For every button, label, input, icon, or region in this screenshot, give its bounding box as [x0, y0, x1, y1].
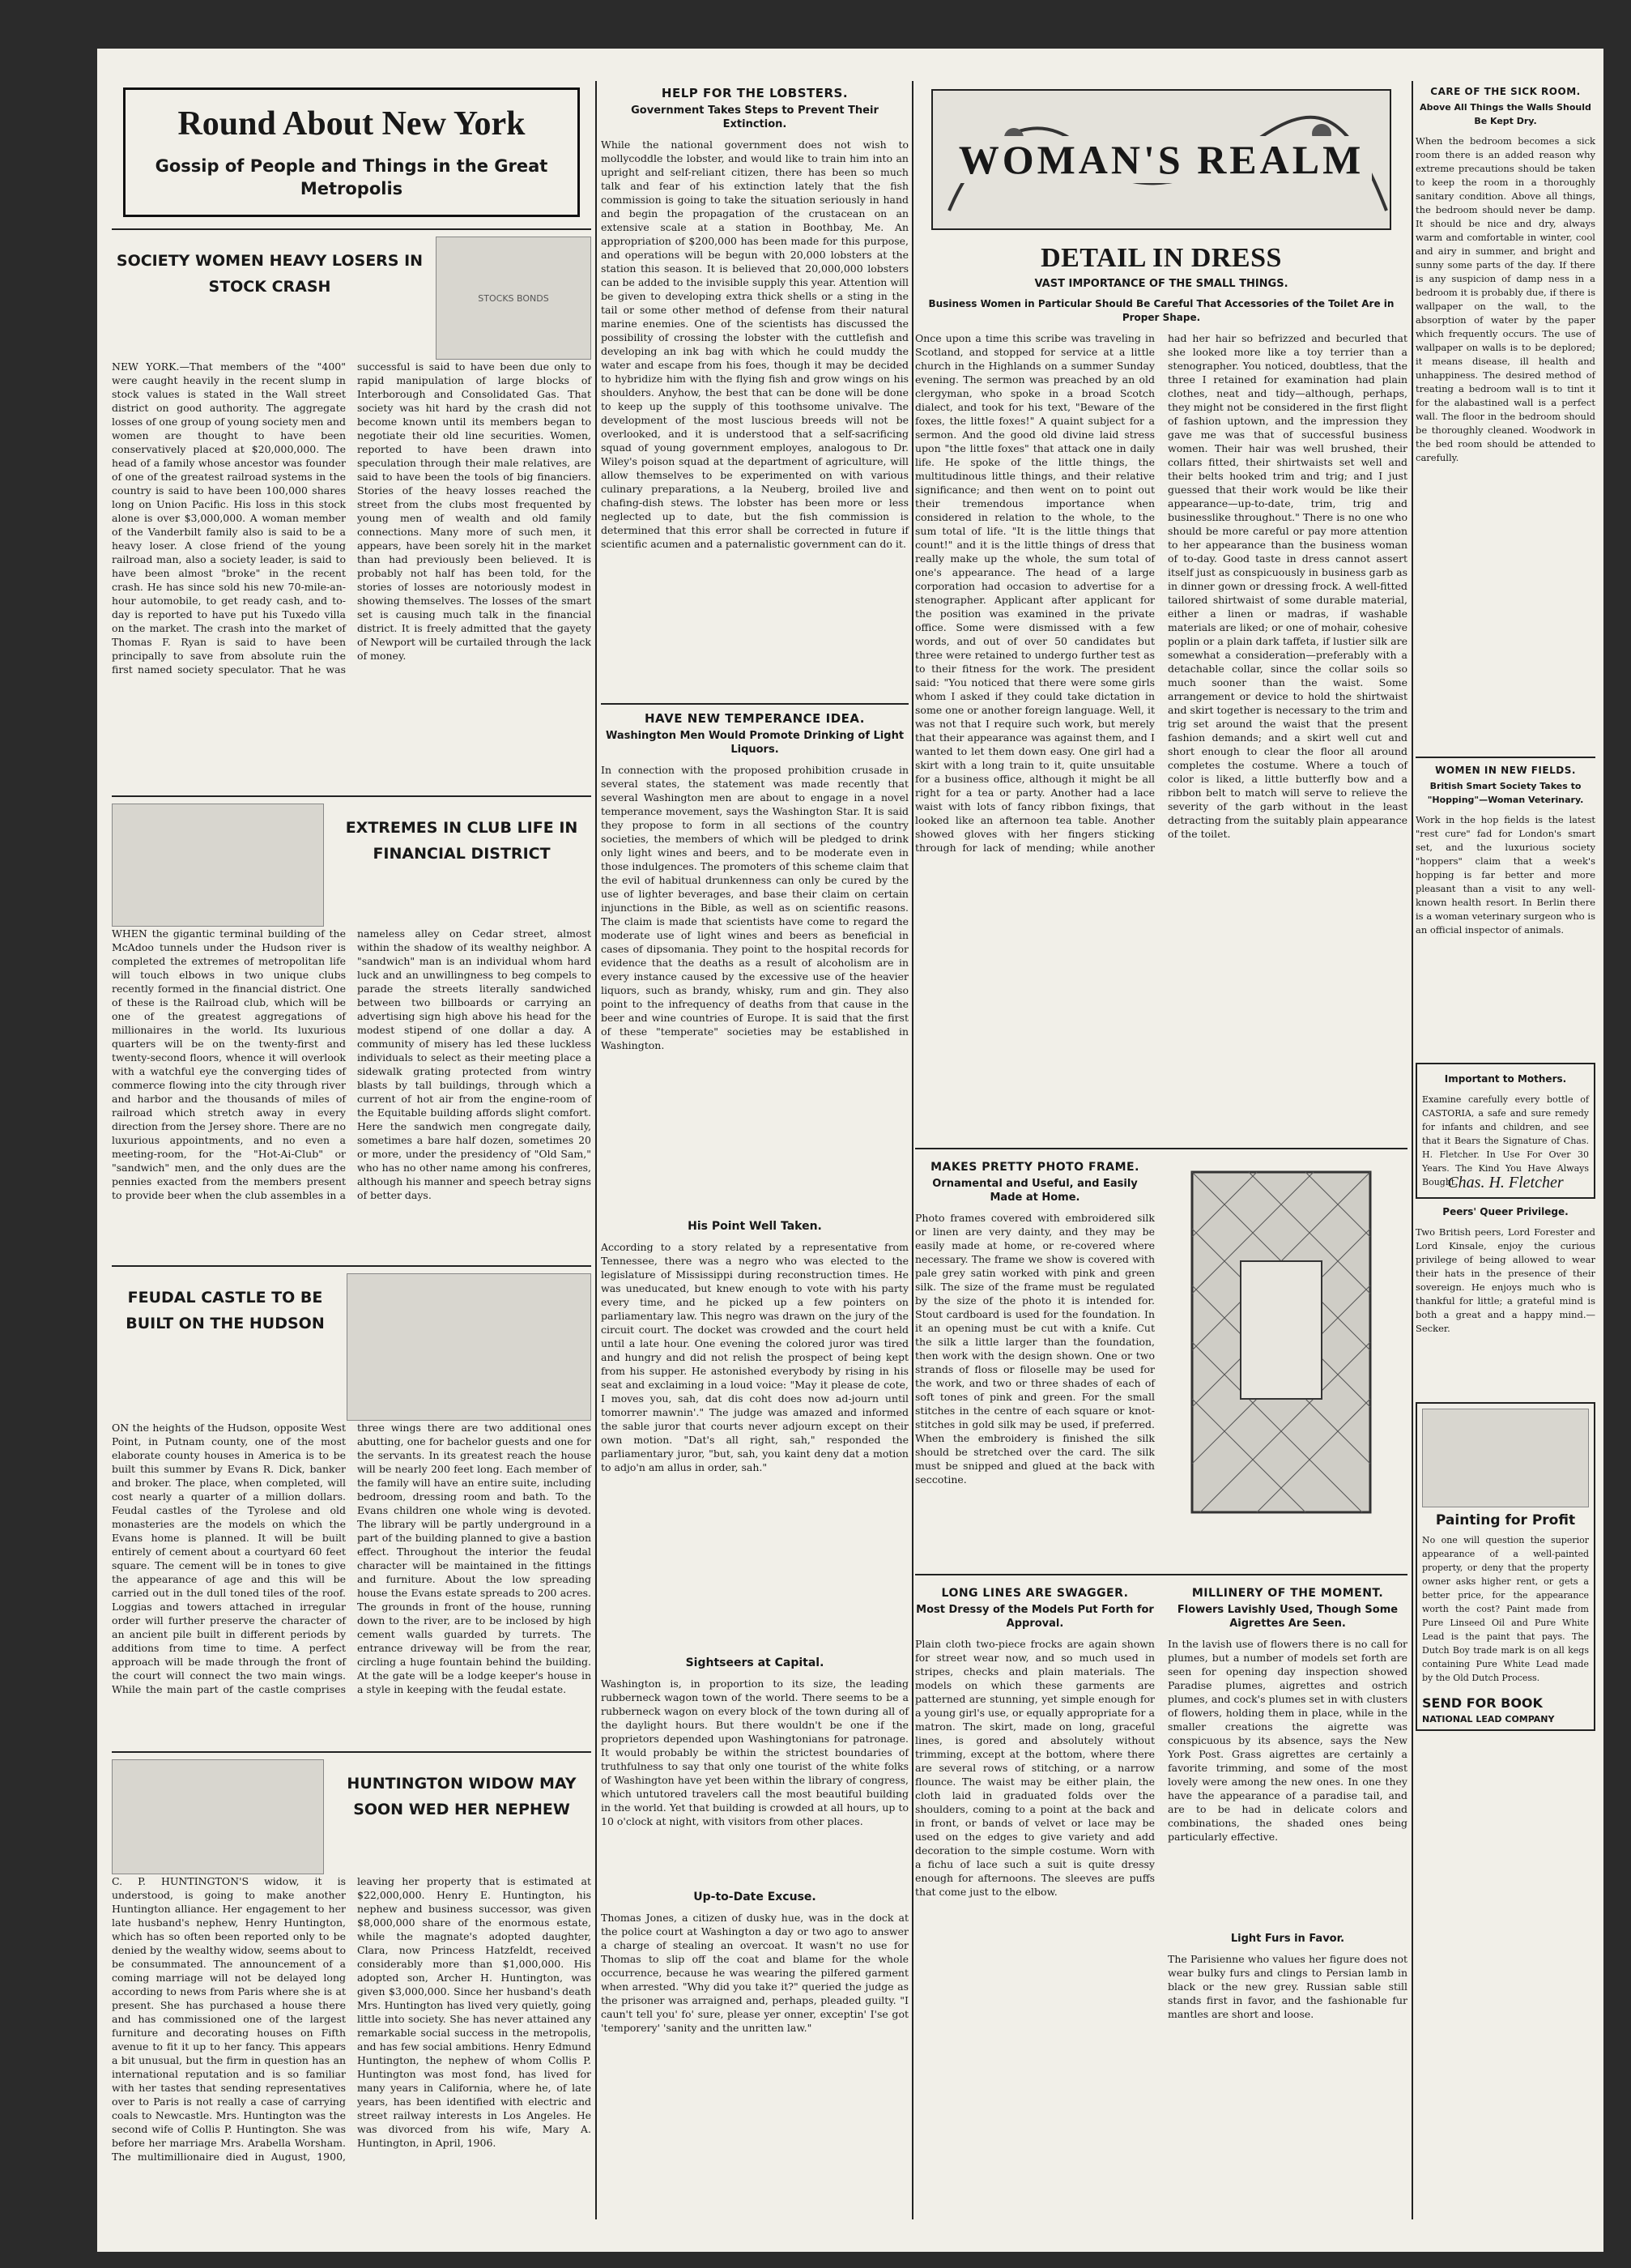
article-headline: His Point Well Taken. — [688, 1220, 822, 1233]
article-subhead: Flowers Lavishly Used, Though Some Aigrettes Are Seen. — [1177, 1604, 1399, 1630]
photo-frame-illustration — [1168, 1156, 1395, 1528]
article-headline: HELP FOR THE LOBSTERS. — [661, 86, 849, 100]
ad-headline: Important to Mothers. — [1444, 1073, 1567, 1085]
article-body: Thomas Jones, a citizen of dusky hue, was in the dock at the police court at Washington a day or two ago to answer a charge of stealing an overcoat. It wasn't no use for Thomas to slip off the coat and blame for the whole occurrence, because he was wearing the pilfered garment when arrested. "Why did you take it?" queried the judge as the prisoner was arraigned and, perhaps, pleaded guilty. "I caun't tell you' fo' sure, please yer onner, exceptin' I'se got 'temporery' 'sanity and the unritten law." — [601, 1912, 909, 2034]
column-misc — [601, 81, 909, 2219]
paint-ad — [1416, 1402, 1595, 1731]
article-body: Photo frames covered with embroidered silk or linen are very dainty, and they may be easily made at home, or re-covered where necessary. The frame we show is covered with pale grey satin worked with pink and green silk. The size of the frame must be regulated by the size of the photo it is intended for. Stout cardboard is used for the foundation. In it an opening must be cut with a knife. Cut the silk a little larger than the foundation, then work with the design shown. One or two strands of floss or filoselle may be used for the work, and two or three shades of each of soft tones of pink and green. For the small stitches in the centre of each square or knot-stitches in gold silk may be used, if preferred. When the embroidery is finished the silk should be stretched over the card. The silk must be snipped and glued at the back with seccotine. — [915, 1212, 1155, 1486]
article-headline: FEUDAL CASTLE TO BE BUILT ON THE HUDSON — [126, 1289, 325, 1332]
article-body: In the lavish use of flowers there is no call for plumes, but a number of models set forth are seen for opening day inspection showed Paradise plumes, aigrettes and ostrich plumes, and cock's plumes set in with clusters of flowers, holding them in place, while in the smaller creations the aigrette was conspicuous by its absence, says the New York Post. Grass aigrettes are certainly a favorite trimming, and some of the most lovely were among the new ones. In one they have the appearance of a paradise tail, and are to be had in delicate colors and combinations, the shaded ones being particularly effective. — [1168, 1638, 1407, 1843]
divider — [915, 1574, 1407, 1575]
dutch-boy-illustration — [1422, 1409, 1589, 1507]
article-body: Once upon a time this scribe was traveling in Scotland, and stopped for service at a little church in the Highlands on a summer Sunday evening. The sermon was preached by an old clergyman, who spoke in a broad Scotch dialect, and took for his text, "Beware of the foxes, the little foxes!" A quaint subject for a sermon. And the good old divine laid stress upon "the little foxes" that attack one in daily life. He spoke of the little things, the multitudinous little things, and their relative significance; and then went on to point out their tremendous importance when considered in relation to the whole, to the sum total of life. "It is the little things that count!" and it is the little things of dress that really make up the whole, the sum total of one's appearance. The head of a large corporation had occasion to advertise for a stenographer. Applicant after applicant for the position was examined in the private office. Some were dismissed with a few words, and out of over 50 candidates but three were retained to undergo further test as to their fitness for the work. The president said: "You noticed that there were some girls whom I asked if they could take dictation in some one or another foreign language. Well, it was not that I require such work, but merely that their appearance was against them, and I wanted to let them down easy. One girl had a skirt with a long train to it, quite unsuitable for a business office, although it might be all right for a tea or party. Another had a lace waist with lots of fancy ribbon fixings, that looked like an afternoon tea table. Another showed gloves with her fingers sticking through for lack of mending; while another had her hair so befrizzed and becurled that she looked more like a toy terrier than a stenographer. You noticed, doubtless, that the three I retained for examination had plain clothes, neat and tidy—although, perhaps, they might not be considered in the first flight of fashion uptown, and the impression they gave me was that of successful business women. Their hair was well brushed, their collars fitted, their shirtwaists set well and their belts hooked trim and trig; and I just guessed that their work would be like their appearance—up-to-date, trim, trig and businesslike throughout." There is no one who should be more careful or pay more attention to her appearance than the business woman of to-day. Good taste in dress cannot assert itself just as conspicuously in business garb as in dinner gown or dressing frock. A well-fitted tailored shirtwaist of some durable material, either a linen or madras, if washable materials are liked; or one of mohair, cohesive poplin or a plain dark taffeta, if lustier silk are somewhat a consideration—preferably with a detachable collar, since the collar soils so much sooner than the waist. Some arrangement or device to hold the shirtwaist and skirt together is necessary to the trim and trig set around the waist that the present fashion demands; and a skirt well cut and short enough to clear the floor all around completes the costume. Where a touch of color is liked, a little butterfly bow and a ribbon belt to match will serve to relieve the severity of the garb without in the least detracting from the suitably plain appearance of the toilet. — [915, 332, 1407, 854]
article-body: Work in the hop fields is the latest "rest cure" fad for London's smart set, and the luxurious society "hoppers" claim that a week's hopping is far better and more pleasant than a visit to any well-known health resort. In Berlin there is a woman veterinary surgeon who is an official inspector of animals. — [1416, 814, 1595, 936]
column-rule — [912, 81, 913, 2219]
article-body: According to a story related by a representative from Tennessee, there was a negro who was elected to the legislature of Mississippi during reconstruction times. He was uneducated, but knew enough to vote with his party every time, and he picked up a few pointers on parliamentary law. This negro was drawn on the jury of the circuit court. The docket was crowded and the court held until a late hour. One evening the colored juror was tired and hungry and did not relish the prospect of being kept from his supper. He astonished everybody by rising in his seat and exclaiming in a loud voice: "May it please de cote, I moves you, sah, dat dis coht does now ad-journ until tomorrer mawnin'." The judge was amazed and informed the sable juror that courts never adjourn except on their own motion. "Dat's all right, sah," responded the parliamentary juror, "but, sah, you kaint deny dat a motion to adjo'n am allus in order, sah." — [601, 1241, 909, 1473]
divider — [112, 1751, 591, 1753]
ad-body: No one will question the superior appearance of a well-painted property, or deny that the property owner asks higher rent, or gets a better price, for the appearance worth the cost? Paint made from Pure Linseed Oil and Pure White Lead is the paint that pays. The Dutch Boy trade mark is on all kegs containing Pure White Lead made by the Old Dutch Process. — [1422, 1535, 1589, 1683]
column-rule — [595, 81, 597, 2219]
article-body: NEW YORK.—That members of the "400" were caught heavily in the recent slump in stock values is stated in the Wall street district on good authority. The aggregate losses of one group of young society men and women are thought to have been conservatively placed at $20,000,000. The head of a family whose ancestor was founder of one of the greatest railroad systems in the country is said to have been 100,000 shares long on Union Pacific. His loss in this stock alone is over $3,000,000. A woman member of the Vanderbilt family also is said to be a heavy loser. A close friend of the young railroad man, also a society leader, is said to have been almost "broke" in the recent crash. He has since sold his new 70-mile-an-hour automobile, to get ready cash, and to-day is reported to have put his Tuxedo villa on the market. The crash into the market of Thomas F. Ryan is said to have been principally to save from absolute ruin the first named society speculator. That he was successful is said to have been due only to rapid manipulation of large blocks of Interborough and Consolidated Gas. That society was hit hard by the crash did not become known until its members began to negotiate their old line securities. Women, reported to have been drawn into speculation through their male relatives, are said to have been the tools of big financiers. Stories of the heavy losses reached the street from the clubs most frequented by young men of wealth and old family connections. Many more of such men, it appears, have been sorely hit in the market than had previously been believed. It is probably not half has been told, for the stories of losses are notoriously modest in showing themselves. The losses of the smart set is causing much talk in the financial district. It is freely admitted that the gayety of Newport will be curtailed through the lack of money. — [112, 360, 591, 676]
divider — [1416, 757, 1595, 758]
divider — [915, 1148, 1407, 1149]
article-subhead: Business Women in Particular Should Be Careful That Accessories of the Toilet Are in Proper Shape. — [928, 298, 1395, 323]
article-subhead: Ornamental and Useful, and Easily Made at Home. — [932, 1178, 1138, 1204]
ad-headline: Painting for Profit — [1435, 1512, 1576, 1528]
ad-body: Examine carefully every bottle of CASTORIA, a safe and sure remedy for infants and children, and see that it Bears the Signature of Chas. H. Fletcher. In Use For Over 30 Years. The Kind You Have Always Bought. — [1422, 1094, 1589, 1187]
masthead-box — [123, 87, 580, 217]
womans-realm-banner — [931, 89, 1391, 230]
article-headline: MILLINERY OF THE MOMENT. — [1191, 1587, 1384, 1600]
article-headline: HUNTINGTON WIDOW MAY SOON WED HER NEPHEW — [347, 1775, 577, 1818]
article-body: In connection with the proposed prohibition crusade in several states, the statement was made recently that several Washington men are about to engage in a novel temperance movement, says the Washington Star. It is said they propose to form in all sections of the country societies, the members of which will be pledged to drink only light wines and beers, and to be moderate even in those indulgences. The promoters of this scheme claim that the evil of habitual drunkenness can only be cured by the use of lighter beverages, and base their claim on certain injunctions in the Bible, as well as on scientific reasons. The claim is made that scientists have come to regard the moderate use of light wines and beers as beneficial in cases of dipsomania. They point to the hospital records for evidence that the deaths as a result of alcoholism are in every instance caused by the excessive use of the heavier liquors, such as brandy, whisky, rum and gin. They also point to the infrequency of deaths from that cause in the beer and wine countries of Europe. It is said that the first of these "temperate" societies may be established in Washington. — [601, 764, 909, 1051]
article-body: Washington is, in proportion to its size, the leading rubberneck wagon town of the world. There seems to be a rubberneck wagon on every block of the town during all of the daylight hours. But there wouldn't be one if the proprietors depended upon Washingtonians for patronage. It would probably be within the strictest boundaries of truthfulness to say that only one tourist of the white folks of Washington have yet been within the library of congress, which untutored travelers call the most beautiful building in the world. Yet that building is crowded at all hours, up to 10 o'clock at night, with visitors from other places. — [601, 1678, 909, 1827]
cartoon-illustration — [112, 1759, 324, 1874]
article-headline: Sightseers at Capital. — [685, 1656, 824, 1669]
article-body: Two British peers, Lord Forester and Lord Kinsale, enjoy the curious privilege of being allowed to wear their hats in the presence of their sovereign. He enjoys much who is thankful for little; a grateful mind is both a great and a happy mind.—Secker. — [1416, 1226, 1595, 1334]
article-headline: HAVE NEW TEMPERANCE IDEA. — [645, 711, 865, 726]
divider — [112, 795, 591, 797]
article-body: WHEN the gigantic terminal building of the McAdoo tunnels under the Hudson river is completed the extremes of metropolitan life will touch elbows in two unique clubs recently formed in the financial district. One of these is the Railroad club, which will be one of the greatest aggregations of millionaires in the world. Its luxurious quarters will be on the twenty-first and twenty-second floors, whence it will overlook with a watchful eye the converging tides of commerce flowing into the city through river and harbor and the thousands of miles of railroad which stretch away in every direction from the Jersey shore. There are no luxurious appointments, and no even a meeting-room, for the "Hot-Ai-Club" or "sandwich" men, and the only dues are the pennies exacted from the members present to provide beer when the club assembles in a nameless alley on Cedar street, almost within the shadow of its wealthy neighbor. A "sandwich" man is an individual whom hard luck and an unwillingness to beg compels to parade the streets literally sandwiched between two billboards or carrying an advertising sign high above his head for the modest stipend of one dollar a day. A community of misery has led these luckless individuals to select as their meeting place a sidewalk grating protected from wintry blasts by tall buildings, through which a current of hot air from the engine-room of the Equitable building affords slight comfort. Here the sandwich men congregate daily, sometimes a bare half dozen, sometimes 20 or more, under the presidency of "Old Sam," who has no other name among his confreres, although his manner and speech betray signs of better days. — [112, 927, 591, 1201]
article-subhead: Most Dressy of the Models Put Forth for Approval. — [916, 1604, 1154, 1630]
ad-send-book: SEND FOR BOOK — [1422, 1695, 1543, 1711]
article-subhead: VAST IMPORTANCE OF THE SMALL THINGS. — [1034, 278, 1288, 290]
article-body: ON the heights of the Hudson, opposite West Point, in Putnam county, one of the most elaborate county houses in America is to be built this summer by Evans R. Dick, banker and broker. The place, when completed, will cost nearly a quarter of a million dollars. Feudal castles of the Tyrolese and old monasteries are the models on which the Evans home is planned. It will be built entirely of cement about a courtyard 60 feet square. The cement will be in tones to give the appearance of age and this will be carried out in the dull toned tiles of the roof. Loggias and towers attached in irregular order will further preserve the character of an ancient pile built in different periods by additions from time to time. A perfect approach will be made through the front of the court will connect the two main wings. While the main part of the castle comprises three wings there are two additional ones abutting, one for bachelor guests and one for the servants. In its greatest reach the house will be nearly 200 feet long. Each member of the family will have an entire suite, including bedroom, dressing room and bath. To the Evans children one whole wing is devoted. The library will be partly underground in a part of the building planned to give a bastion effect. Throughout the interior the feudal character will be maintained in the fittings and furniture. About the low spreading house the Evans estate spreads to 200 acres. The grounds in front of the house, running down to the river, are to be inclosed by high cement walls guarded by turrets. The entrance driveway will be from the rear, circling a huge fountain behind the building. At the gate will be a lodge keeper's house in a style in keeping with the feudal estate. — [112, 1422, 591, 1695]
womans-realm-title: WOMAN'S REALM — [951, 136, 1373, 183]
masthead-title: Round About New York — [177, 105, 526, 143]
ad-signature: Chas. H. Fletcher — [1447, 1174, 1564, 1192]
column-new-york — [112, 81, 591, 2219]
article-headline: Light Furs in Favor. — [1230, 1933, 1345, 1945]
divider — [112, 228, 591, 230]
cartoon-illustration — [112, 804, 324, 927]
article-headline: Peers' Queer Privilege. — [1442, 1206, 1569, 1217]
article-headline: DETAIL IN DRESS — [1041, 243, 1282, 273]
article-headline: WOMEN IN NEW FIELDS. — [1435, 765, 1576, 776]
article-body: C. P. HUNTINGTON'S widow, it is understood, is going to make another Huntington alliance. Her engagement to her late husband's nephew, Henry Huntington, which has so often been reported only to be denied by the wealthy widow, seems about to be consummated. The announcement of a coming marriage will not be delayed long according to news from Paris where she is at present. She has purchased a house there and has commissioned one of the largest furniture and decorating houses on Fifth avenue to fit it up to her fancy. This appears a bit unusual, but the firm in question has an international reputation and is so familiar with her tastes that sending representatives over to Paris is not really a case of carrying coals to Newcastle. Mrs. Huntington was the second wife of Collis P. Huntington. She was before her marriage Mrs. Arabella Worsham. The multimillionaire died in August, 1900, leaving her property that is estimated at $22,000,000. Henry E. Huntington, his nephew and business successor, was given $8,000,000 share of the enormous estate, while the magnate's adopted daughter, Clara, now Princess Hatzfeldt, received considerably more than $1,000,000. His adopted son, Archer H. Huntington, was given $3,000,000. Since her husband's death Mrs. Huntington has lived very quietly, going little into society. She has never attained any remarkable social success in the metropolis, and has few social ambitions. Henry Edmund Huntington, the nephew of whom Collis P. Huntington was most fond, has lived for many years in California, where he, of late years, has been identified with electric and street railway interests in Los Angeles. He was divorced from his wife, Mary A. Huntington, in April, 1906. — [112, 1875, 591, 2163]
article-subhead: British Smart Society Takes to "Hopping"—Woman Veterinary. — [1427, 781, 1584, 805]
article-headline: CARE OF THE SICK ROOM. — [1430, 86, 1581, 97]
cartoon-illustration — [436, 237, 591, 360]
ad-company: NATIONAL LEAD COMPANY — [1422, 1714, 1555, 1724]
cartoon-illustration — [347, 1273, 591, 1421]
article-headline: SOCIETY WOMEN HEAVY LOSERS IN STOCK CRASH — [116, 252, 424, 296]
column-rule — [1412, 81, 1413, 2219]
article-headline: Up-to-Date Excuse. — [693, 1891, 816, 1904]
article-body: The Parisienne who values her figure does not wear bulky furs and clings to Persian lamb in black or the new grey. Russian sable still stands first in favor, and the fashionable fur mantles are short and loose. — [1168, 1953, 1407, 2020]
castoria-ad — [1416, 1063, 1595, 1199]
article-subhead: Government Takes Steps to Prevent Their Extinction. — [631, 104, 879, 130]
column-womans-realm — [915, 81, 1407, 2219]
newspaper-page — [97, 49, 1603, 2252]
article-subhead: Washington Men Would Promote Drinking of Light Liquors. — [605, 730, 905, 756]
article-headline: MAKES PRETTY PHOTO FRAME. — [930, 1161, 1139, 1174]
article-body: Plain cloth two-piece frocks are again shown for street wear now, and so much used in stripes, checks and plain materials. The models on which these garments are patterned are stunning, yet simple enough for a young girl's use, or equally appropriate for a matron. The skirt, made on long, graceful lines, is gored and absolutely without trimming, except at the bottom, where there are several rows of stitching, or a narrow flounce. The waist may be either plain, the cloth laid in graduated folds over the shoulders, coming to a point at the back and in front, or bands of velvet or lace may be used on the edges to give variety and add decoration to the simple costume. Worn with a fichu of lace such a suit is quite dressy enough for afternoons. The sleeves are puffs that come just to the elbow. — [915, 1638, 1155, 1898]
cartoon-label: STOCKS BONDS — [478, 292, 549, 304]
divider — [112, 1265, 591, 1267]
article-body: When the bedroom becomes a sick room there is an added reason why extreme precautions should be taken to keep the room in a thoroughly sanitary condition. Above all things, the bedroom should never be damp. It should be nice and dry, always warm and comfortable in winter, cool and airy in summer, and bright and sunny some parts of the day. If there is any suspicion of damp ness in a bedroom it is probably due, if there is wallpaper on the wall, to the absorption of water by the paper which frequently occurs. The use of wallpaper on walls is to be deplored; it means disease, ill health and unhappiness. The desired method of treating a bedroom wall is to tint it for the alabastined wall is a perfect wall. The floor in the bedroom should be thoroughly cleaned. Woodwork in the bed room should be attended to carefully. — [1416, 135, 1595, 463]
article-subhead: Above All Things the Walls Should Be Kept Dry. — [1420, 102, 1591, 126]
article-headline: LONG LINES ARE SWAGGER. — [941, 1587, 1129, 1600]
divider — [601, 703, 909, 705]
masthead-subtitle: Gossip of People and Things in the Great Metropolis — [155, 156, 548, 198]
article-headline: EXTREMES IN CLUB LIFE IN FINANCIAL DISTRICT — [345, 819, 578, 863]
column-household — [1416, 81, 1595, 2219]
article-body: While the national government does not wish to mollycoddle the lobster, and would like to train him into an upright and self-reliant citizen, there has been so much talk and fear of his extinction lately that the fish commission is going to take the situation seriously in hand and begin the propagation of the crustacean on an extensive scale at a station in Boothbay, Me. An appropriation of $200,000 has been made for this purpose, and operations will be begun with 20,000 lobsters at the station this season. It is believed that 20,000,000 lobsters can be added to the invisible supply this year. Attention will be given to developing extra thick shells or a sting in the tail or some other method of defense from their natural marine enemies. One of the scientists has discussed the possibility of crossing the lobster with the cuttlefish and developing an ink bag with which he could muddy the water and escape from his foes, though it may be decided to hybridize him with the flying fish and grow wings on his shoulders. Anyhow, the best that can be done will be done to keep up the supply of this toothsome univalve. The development of the most luscious breeds will not be overlooked, and it is understood that a self-sacrificing squad of young government employes, analogous to Dr. Wiley's poison squad at the department of agriculture, will allow themselves to be experimented on with various culinary preparations, a la Neuberg, broiled live and chafing-dish stews. The lobster has been more or less neglected up to date, but the fish commission is determined that this error shall be corrected in future if scientific acumen and a paternalistic government can do it. — [601, 139, 909, 550]
